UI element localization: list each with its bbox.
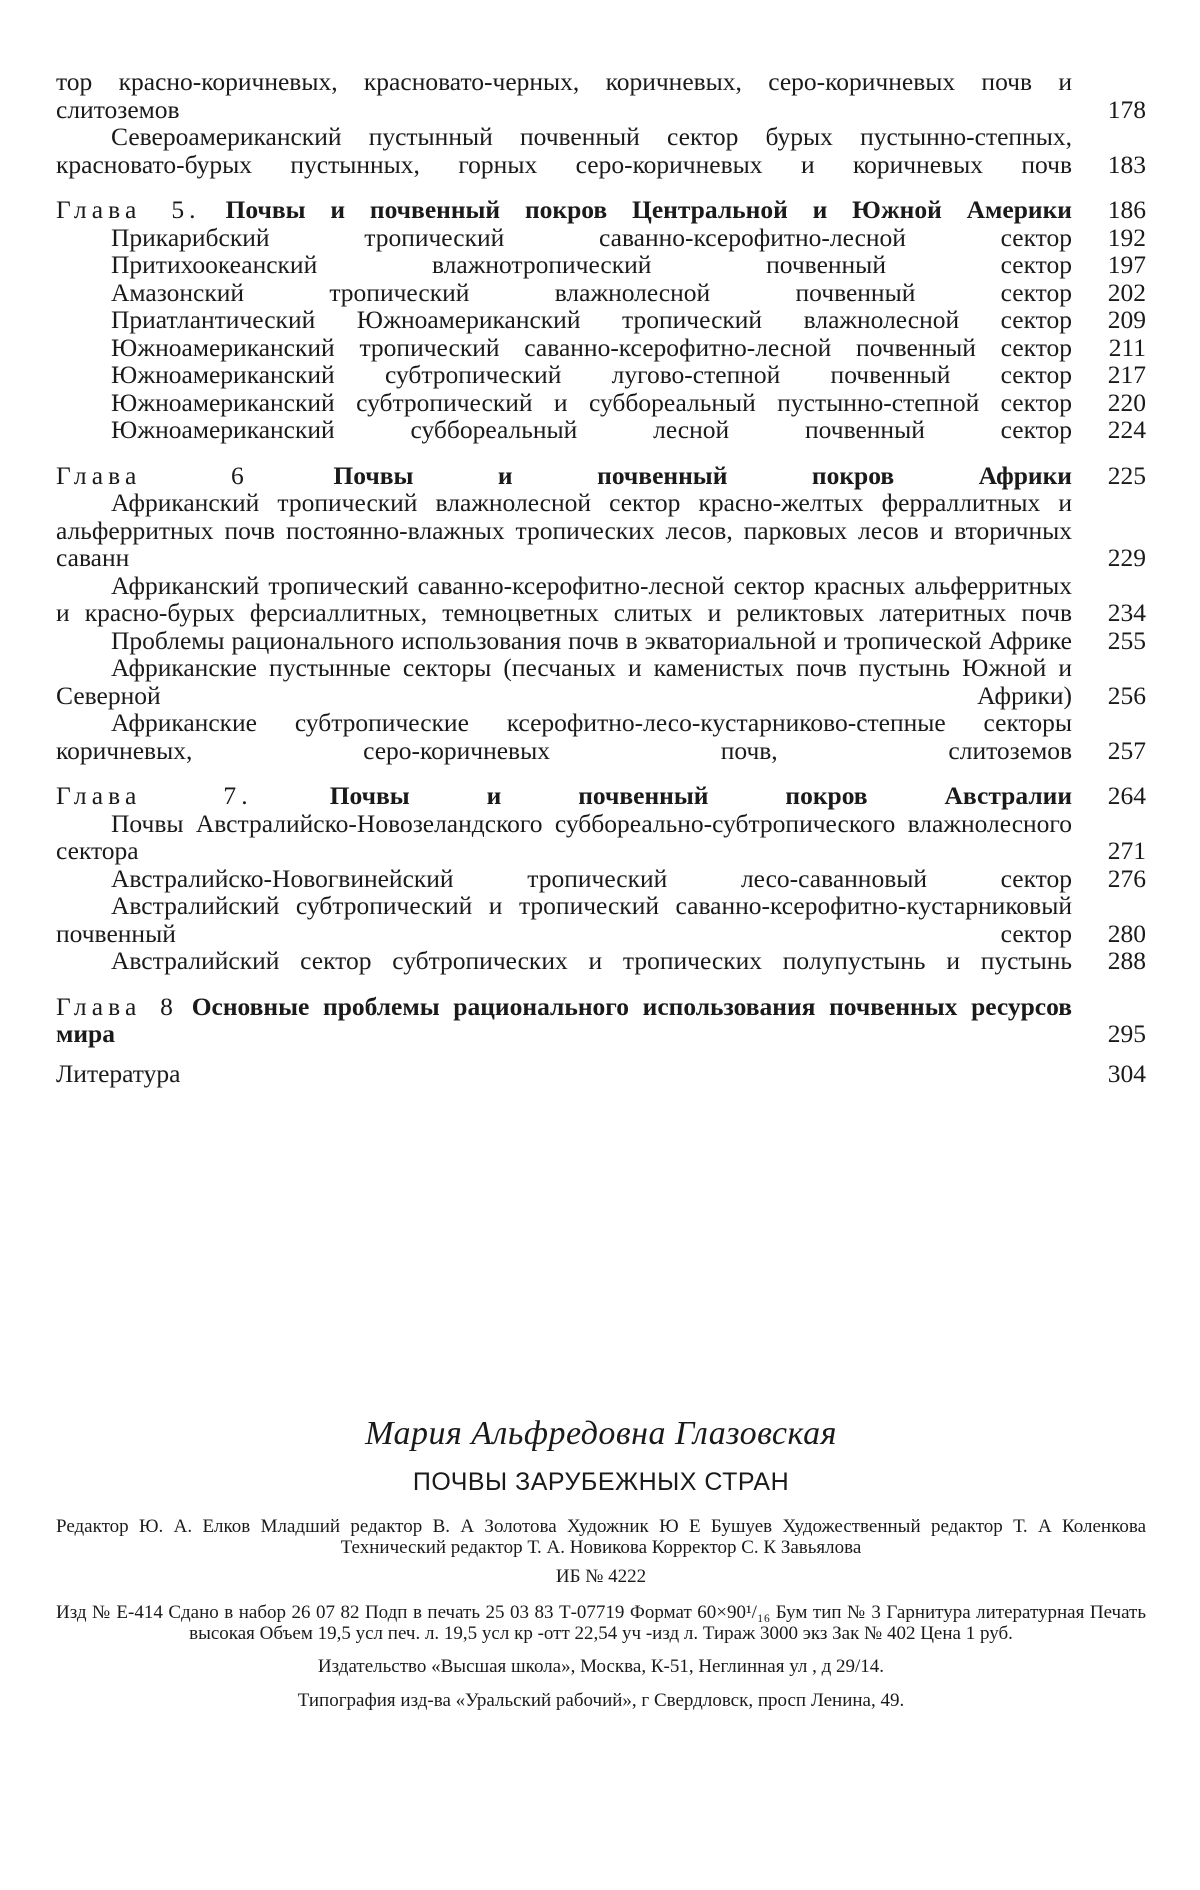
page-number: 304 (1107, 1058, 1146, 1088)
toc-entry (56, 389, 1146, 417)
chapter-label: Глава 5. (56, 195, 201, 224)
page-number: 229 (1107, 543, 1146, 572)
page-number: 280 (1107, 918, 1146, 948)
page-number: 225 (1107, 460, 1146, 490)
page-number: 178 (1107, 94, 1146, 124)
page-number: 264 (1107, 781, 1146, 810)
page-number: 234 (1107, 598, 1146, 627)
editorial-credits: Редактор Ю. А. Елков Младший редактор В. А Золотова Художник Ю Е Бушуев Художественный редактор Т. А Коленкова Технический редактор Т. А. Новикова Корректор С. К Завьялова (56, 1516, 1146, 1558)
toc-entry-title: Почвы Австралийско-Новозеландского суббореально-субтропического влажнолесного сектора (56, 808, 1072, 865)
toc-entry (56, 654, 1146, 709)
toc-entry (56, 1060, 1146, 1088)
toc-entry-title: Африканские пустынные секторы (песчаных и каменистых почв пустынь Южной и Северной Африки) (56, 653, 1072, 710)
toc-entry-title: Австралийско-Новогвинейский тропический лесо-саванновый сектор (111, 863, 1072, 893)
toc-entry-title (56, 196, 1090, 224)
page-number: 257 (1107, 735, 1146, 765)
page-number: 209 (1107, 305, 1146, 334)
toc-chapter-entry (56, 462, 1146, 490)
toc-entry-title: Австралийский субтропический и тропический саванно-ксерофитно-кустарниковый почвенный сектор (56, 891, 1072, 948)
toc-entry-title: Притихоокеанский влажнотропический почвенный сектор (111, 250, 1072, 279)
toc-entry-title: Североамериканский пустынный почвенный сектор бурых пустынно-степных, красновато-бурых пустынных, горных серо-коричневых и коричневых почв (56, 122, 1072, 179)
toc-entry-title: Южноамериканский субтропический лугово-степной почвенный сектор (111, 360, 1072, 389)
chapter-label: Глава 8 (56, 991, 179, 1021)
toc-entry (56, 306, 1146, 334)
toc-entry (56, 489, 1146, 572)
toc-entry-title: Литература (56, 1058, 181, 1088)
toc-entry (56, 251, 1146, 279)
toc-entry-title: Проблемы рационального использования почв в экваториальной и тропической Африке (111, 625, 1072, 655)
toc-entry (56, 865, 1146, 893)
toc-entry-title: Южноамериканский субтропический и суббореальный пустынно-степной сектор (111, 387, 1072, 417)
toc-entry (56, 123, 1146, 178)
toc-entry (56, 361, 1146, 389)
toc-entry-title (56, 782, 1090, 810)
page-number: 197 (1107, 250, 1146, 279)
page-number: 217 (1107, 360, 1146, 389)
page-number: 224 (1107, 415, 1146, 444)
table-of-contents (56, 68, 1146, 1087)
toc-entry (56, 892, 1146, 947)
page-number: 220 (1107, 387, 1146, 417)
toc-chapter-entry (56, 993, 1146, 1048)
ib-number: ИБ № 4222 (555, 1566, 647, 1587)
toc-entry-title (56, 993, 1090, 1048)
chapter-title: Почвы и почвенный покров Африки (333, 460, 1072, 490)
page-number: 276 (1107, 863, 1146, 893)
toc-entry (56, 709, 1146, 764)
imprint-block (56, 1414, 1146, 1712)
toc-entry-title: Приатлантический Южноамериканский тропический влажнолесной сектор (111, 305, 1072, 334)
publisher-address: Издательство «Высшая школа», Москва, К-51, Неглинная ул , д 29/14. (317, 1656, 885, 1677)
toc-entry (56, 334, 1146, 362)
chapter-label: Глава 7. (56, 781, 253, 810)
page-number: 256 (1107, 680, 1146, 710)
page-number: 183 (1107, 149, 1146, 179)
toc-entry (56, 279, 1146, 307)
toc-entry (56, 572, 1146, 627)
chapter-title: Почвы и почвенный покров Центральной и Южной Америки (225, 195, 1072, 224)
page-number: 295 (1107, 1019, 1146, 1048)
chapter-label: Глава 6 (56, 460, 249, 490)
chapter-title: Почвы и почвенный покров Австралии (329, 781, 1073, 810)
toc-entry-title: Прикарибский тропический саванно-ксерофитно-лесной сектор (111, 222, 1072, 252)
toc-entry (56, 224, 1146, 252)
toc-entry-title: тор красно-коричневых, красновато-черных, коричневых, серо-коричневых почв и слитоземов (56, 67, 1072, 124)
page-number: 211 (1108, 332, 1146, 362)
page-number: 192 (1107, 222, 1146, 252)
toc-entry-title: Африканский тропический влажнолесной сектор красно-желтых ферраллитных и альферритных почв постоянно-влажных тропических лесов, парковых лесов и вторичных саванн (56, 488, 1072, 572)
publication-specs: Изд № Е-414 Сдано в набор 26 07 82 Подп в печать 25 03 83 Т-07719 Формат 60×90¹/₁₆ Бум тип № 3 Гарнитура литературная Печать высокая Объем 19,5 усл печ. л. 19,5 усл кр -отт 22,54 уч -изд л. Тираж 3000 экз Зак № 402 Цена 1 руб. (56, 1602, 1146, 1644)
toc-chapter-entry (56, 196, 1146, 224)
page-number: 202 (1107, 277, 1146, 307)
toc-chapter-entry (56, 782, 1146, 810)
page-number: 255 (1107, 625, 1146, 655)
toc-entry (56, 68, 1146, 123)
toc-entry-title: Африканский тропический саванно-ксерофитно-лесной сектор красных альферритных и красно-бурых ферсиаллитных, темноцветных слитых и реликтовых латеритных почв (56, 570, 1072, 627)
book-title: ПОЧВЫ ЗАРУБЕЖНЫХ СТРАН (412, 1468, 790, 1496)
page-number: 271 (1107, 836, 1146, 865)
toc-entry (56, 810, 1146, 865)
printer-address: Типография изд-ва «Уральский рабочий», г Свердловск, просп Ленина, 49. (297, 1690, 905, 1711)
toc-entry (56, 416, 1146, 444)
toc-entry-title: Южноамериканский тропический саванно-ксерофитно-лесной почвенный сектор (111, 332, 1072, 362)
toc-entry-title: Африканские субтропические ксерофитно-лесо-кустарниково-степные секторы коричневых, серо-коричневых почв, слитоземов (56, 708, 1072, 765)
page-number: 186 (1107, 195, 1146, 224)
author-name: Мария Альфредовна Глазовская (365, 1415, 837, 1452)
chapter-title: Основные проблемы рационального использования почвенных ресурсов мира (56, 991, 1073, 1048)
toc-entry-title (56, 462, 1090, 490)
toc-entry-title: Южноамериканский суббореальный лесной почвенный сектор (111, 415, 1072, 444)
page-number: 288 (1107, 946, 1146, 975)
toc-entry (56, 627, 1146, 655)
toc-entry-title: Амазонский тропический влажнолесной почвенный сектор (111, 277, 1072, 307)
toc-entry (56, 947, 1146, 975)
toc-entry-title: Австралийский сектор субтропических и тропических полупустынь и пустынь (111, 946, 1072, 975)
